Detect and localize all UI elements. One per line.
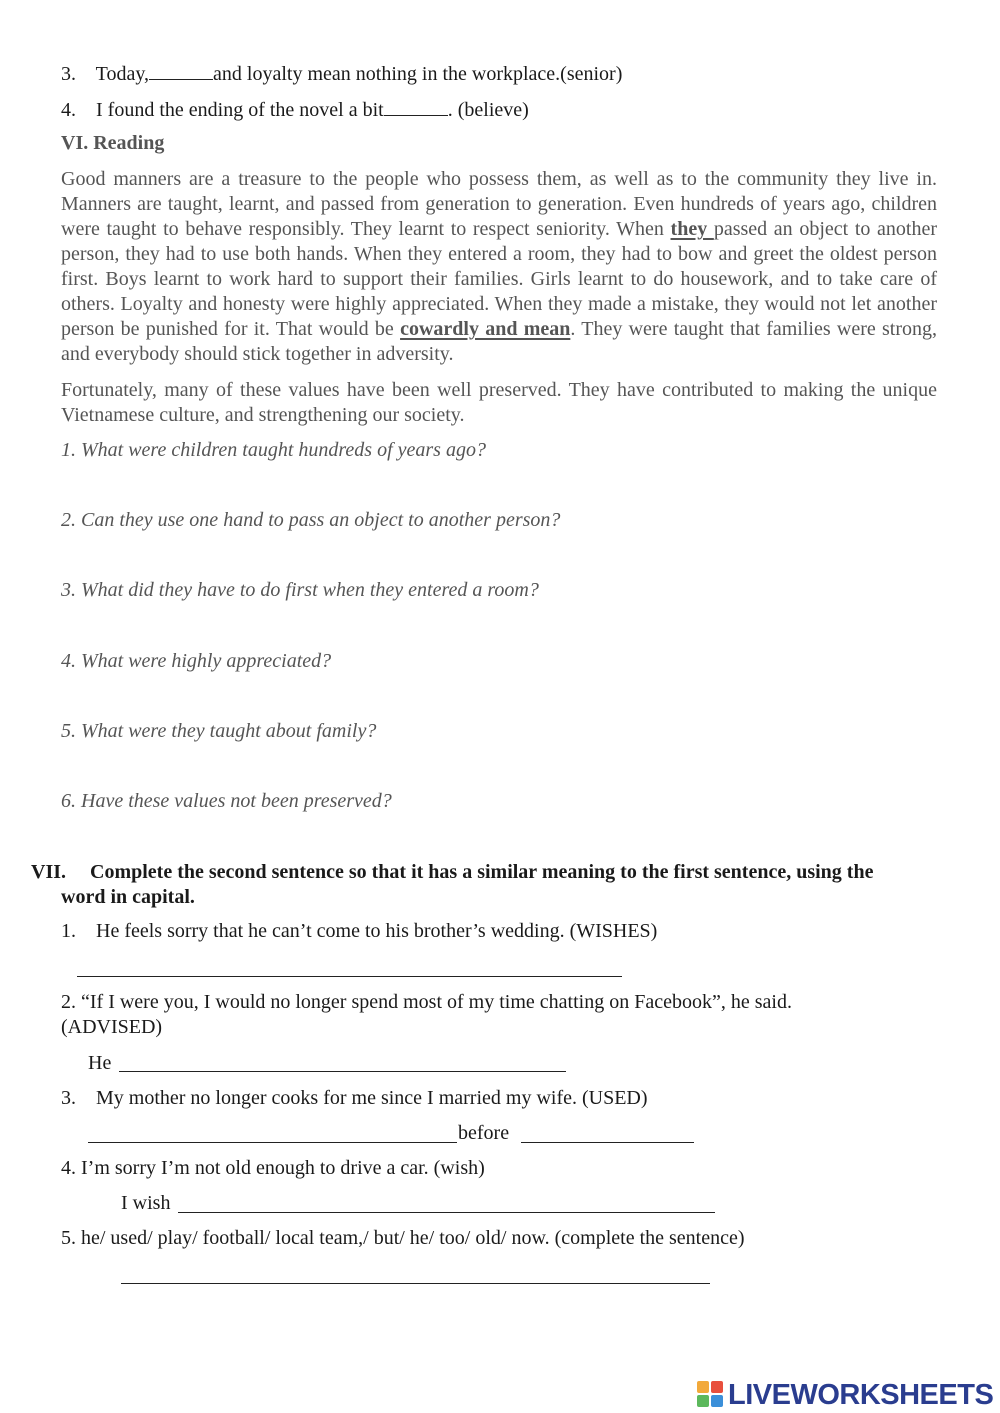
answer-line-3b[interactable] xyxy=(521,1142,694,1143)
answer-line-3a[interactable] xyxy=(88,1142,457,1143)
rewrite-item-4: 4. I’m sorry I’m not old enough to drive a car. (wish) xyxy=(61,1157,485,1179)
reading-question-4: 4. What were highly appreciated? xyxy=(61,650,332,672)
item-number: 3. xyxy=(61,63,76,85)
item-number: 4. xyxy=(61,99,76,121)
item-text-after: and loyalty mean nothing in the workplace.(senior) xyxy=(213,63,623,85)
rewrite-item-2-word: (ADVISED) xyxy=(61,1016,163,1038)
rewrite-item-2: 2. “If I were you, I would no longer spend most of my time chatting on Facebook”, he said. xyxy=(61,991,792,1013)
underlined-phrase-cowardly: cowardly and mean xyxy=(400,318,571,340)
answer-line-1[interactable] xyxy=(77,976,622,977)
liveworksheets-logo-icon xyxy=(696,1380,726,1410)
reading-question-5: 5. What were they taught about family? xyxy=(61,720,377,742)
answer-blank[interactable] xyxy=(384,97,448,116)
answer-middle-before: before xyxy=(458,1122,510,1144)
section-7-instruction-line-2: word in capital. xyxy=(61,886,195,908)
answer-blank[interactable] xyxy=(149,61,213,80)
answer-prefix-he: He xyxy=(88,1052,112,1074)
underlined-word-they: they xyxy=(670,218,714,240)
exercise-item-4 xyxy=(61,97,529,123)
reading-paragraph-1 xyxy=(61,167,937,367)
answer-line-2[interactable] xyxy=(119,1071,566,1072)
reading-question-3: 3. What did they have to do first when they entered a room? xyxy=(61,579,539,601)
exercise-item-3 xyxy=(61,61,622,87)
section-7-instruction-line-1: Complete the second sentence so that it has a similar meaning to the first sentence, using the xyxy=(90,861,874,883)
section-7-number: VII. xyxy=(31,861,67,883)
item-text-before: Today, xyxy=(95,63,150,85)
paragraph-text: passed an object to another person, they had to use both hands. When they entered a room, they had to bow and greet the oldest person first. Boys learnt to work hard to support their families. Girls learnt to do housework, and to take care of others. Loyalty and honesty were highly appreciated. When they made a mistake, they would not let another person be punished for it. That would be xyxy=(61,218,937,340)
paragraph-text: . They were taught that families were strong, and everybody should stick together in adversity. xyxy=(61,318,937,365)
reading-question-2: 2. Can they use one hand to pass an object to another person? xyxy=(61,509,561,531)
item-text: He feels sorry that he can’t come to his brother’s wedding. (WISHES) xyxy=(96,920,658,942)
answer-line-5[interactable] xyxy=(121,1283,710,1284)
rewrite-item-5: 5. he/ used/ play/ football/ local team,/ but/ he/ too/ old/ now. (complete the sentence) xyxy=(61,1227,745,1249)
liveworksheets-logo-text: LIVEWORKSHEETS xyxy=(728,1378,994,1411)
item-number: 3. xyxy=(61,1087,76,1109)
item-text-before: I found the ending of the novel a bit xyxy=(96,99,384,121)
reading-question-1: 1. What were children taught hundreds of years ago? xyxy=(61,439,486,461)
liveworksheets-logo xyxy=(696,1378,993,1412)
item-number: 1. xyxy=(61,920,76,942)
item-text-after: . (believe) xyxy=(447,99,529,121)
answer-line-4[interactable] xyxy=(178,1212,715,1213)
item-text: My mother no longer cooks for me since I married my wife. (USED) xyxy=(96,1087,648,1109)
reading-paragraph-2: Fortunately, many of these values have been well preserved. They have contributed to making the unique Vietnamese culture, and strengthening our society. xyxy=(61,379,937,426)
answer-prefix-i-wish: I wish xyxy=(121,1192,171,1214)
rewrite-item-3 xyxy=(61,1086,648,1111)
rewrite-item-1 xyxy=(61,919,657,944)
reading-heading: VI. Reading xyxy=(61,132,165,154)
reading-question-6: 6. Have these values not been preserved? xyxy=(61,790,392,812)
paragraph-text: Good manners are a treasure to the people who possess them, as well as to the community they live in. Manners are taught, learnt, and passed from generation to generation. Even hundreds of years ago, children were taught to behave responsibly. They learnt to respect seniority. When xyxy=(61,168,937,240)
